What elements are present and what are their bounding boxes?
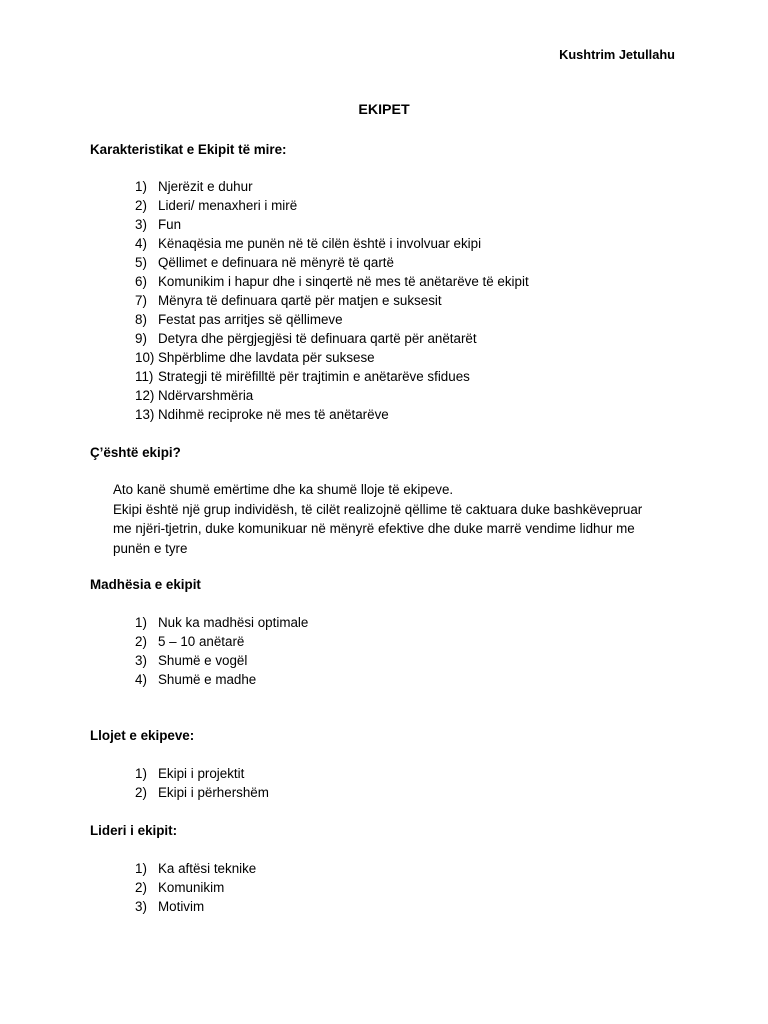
list-item-number: 13) (135, 407, 155, 422)
team-size-list (135, 613, 308, 689)
list-item-text: Ekipi i projektit (158, 766, 245, 781)
paragraph-line: me njëri-tjetrin, duke komunikuar në mënyrë efektive dhe duke marrë vendime lidhur me (113, 521, 635, 536)
list-item (135, 215, 529, 234)
team-leader-list (135, 859, 256, 916)
what-is-team-heading: Ç’është ekipi? (90, 445, 181, 460)
list-item (135, 632, 308, 651)
list-item-text: Kënaqësia me punën në të cilën është i involvuar ekipi (158, 236, 482, 251)
list-item-text: Ndërvarshmëria (158, 388, 254, 403)
list-item (135, 348, 529, 367)
list-item-text: Mënyra të definuara qartë për matjen e suksesit (158, 293, 442, 308)
list-item-text: Lideri/ menaxheri i mirë (158, 198, 298, 213)
list-item (135, 405, 529, 424)
list-item-number: 10) (135, 350, 155, 365)
list-item-number: 1) (135, 766, 147, 781)
list-item-text: Shumë e vogël (158, 653, 248, 668)
team-size-heading: Madhësia e ekipit (90, 577, 201, 592)
paragraph-line: Ekipi është një grup individësh, të cilët realizojnë qëllime të caktuara duke bashkëvepruar (113, 501, 643, 517)
list-item (135, 783, 269, 802)
list-item-text: Komunikim (158, 880, 225, 895)
list-item (135, 859, 256, 878)
characteristics-heading: Karakteristikat e Ekipit të mire: (90, 142, 287, 157)
list-item (135, 386, 529, 405)
list-item-text: Strategji të mirëfilltë për trajtimin e anëtarëve sfidues (158, 369, 470, 384)
list-item-text: Qëllimet e definuara në mënyrë të qartë (158, 255, 394, 270)
list-item (135, 764, 269, 783)
team-types-heading: Llojet e ekipeve: (90, 728, 195, 743)
list-item-text: Motivim (158, 899, 205, 914)
list-item (135, 367, 529, 386)
list-item-text: Ekipi i përhershëm (158, 785, 269, 800)
characteristics-list (135, 177, 529, 424)
list-item-number: 3) (135, 653, 147, 668)
list-item (135, 310, 529, 329)
list-item-number: 2) (135, 634, 147, 649)
list-item-number: 8) (135, 312, 147, 327)
list-item (135, 878, 256, 897)
list-item (135, 613, 308, 632)
list-item-number: 5) (135, 255, 147, 270)
list-item-text: Nuk ka madhësi optimale (158, 615, 309, 630)
list-item-number: 6) (135, 274, 147, 289)
list-item-number: 2) (135, 880, 147, 895)
list-item-number: 12) (135, 388, 155, 403)
list-item-number: 11) (135, 369, 154, 384)
list-item-number: 4) (135, 672, 147, 687)
list-item-text: Festat pas arritjes së qëllimeve (158, 312, 343, 327)
list-item-text: 5 – 10 anëtarë (158, 634, 245, 649)
document-title: EKIPET (358, 102, 410, 118)
list-item-number: 1) (135, 861, 147, 876)
list-item-text: Shpërblime dhe lavdata për suksese (158, 350, 375, 365)
list-item-text: Ndihmë reciproke në mes të anëtarëve (158, 407, 389, 422)
list-item-number: 2) (135, 785, 147, 800)
list-item (135, 272, 529, 291)
list-item (135, 291, 529, 310)
list-item-text: Njerëzit e duhur (158, 179, 253, 194)
list-item-number: 9) (135, 331, 147, 346)
list-item-text: Fun (158, 217, 182, 232)
list-item-number: 1) (135, 615, 147, 630)
list-item-text: Detyra dhe përgjegjësi të definuara qartë për anëtarët (158, 331, 477, 346)
list-item-text: Shumë e madhe (158, 672, 257, 687)
list-item (135, 253, 529, 272)
what-is-team-paragraph (113, 480, 673, 558)
list-item-number: 2) (135, 198, 147, 213)
list-item-number: 3) (135, 217, 147, 232)
list-item (135, 651, 308, 670)
list-item (135, 196, 529, 215)
author-name: Kushtrim Jetullahu (559, 47, 675, 62)
list-item (135, 234, 529, 253)
list-item-number: 1) (135, 179, 147, 194)
team-leader-heading: Lideri i ekipit: (90, 823, 178, 838)
list-item (135, 329, 529, 348)
list-item-text: Komunikim i hapur dhe i sinqertë në mes të anëtarëve të ekipit (158, 274, 529, 289)
list-item (135, 897, 256, 916)
paragraph-line: punën e tyre (113, 540, 188, 556)
paragraph-line: Ato kanë shumë emërtime dhe ka shumë lloje të ekipeve. (113, 482, 454, 497)
list-item-number: 4) (135, 236, 147, 251)
list-item-number: 3) (135, 899, 147, 914)
list-item-number: 7) (135, 293, 147, 308)
list-item (135, 670, 308, 689)
team-types-list (135, 764, 269, 802)
list-item (135, 177, 529, 196)
list-item-text: Ka aftësi teknike (158, 861, 257, 876)
